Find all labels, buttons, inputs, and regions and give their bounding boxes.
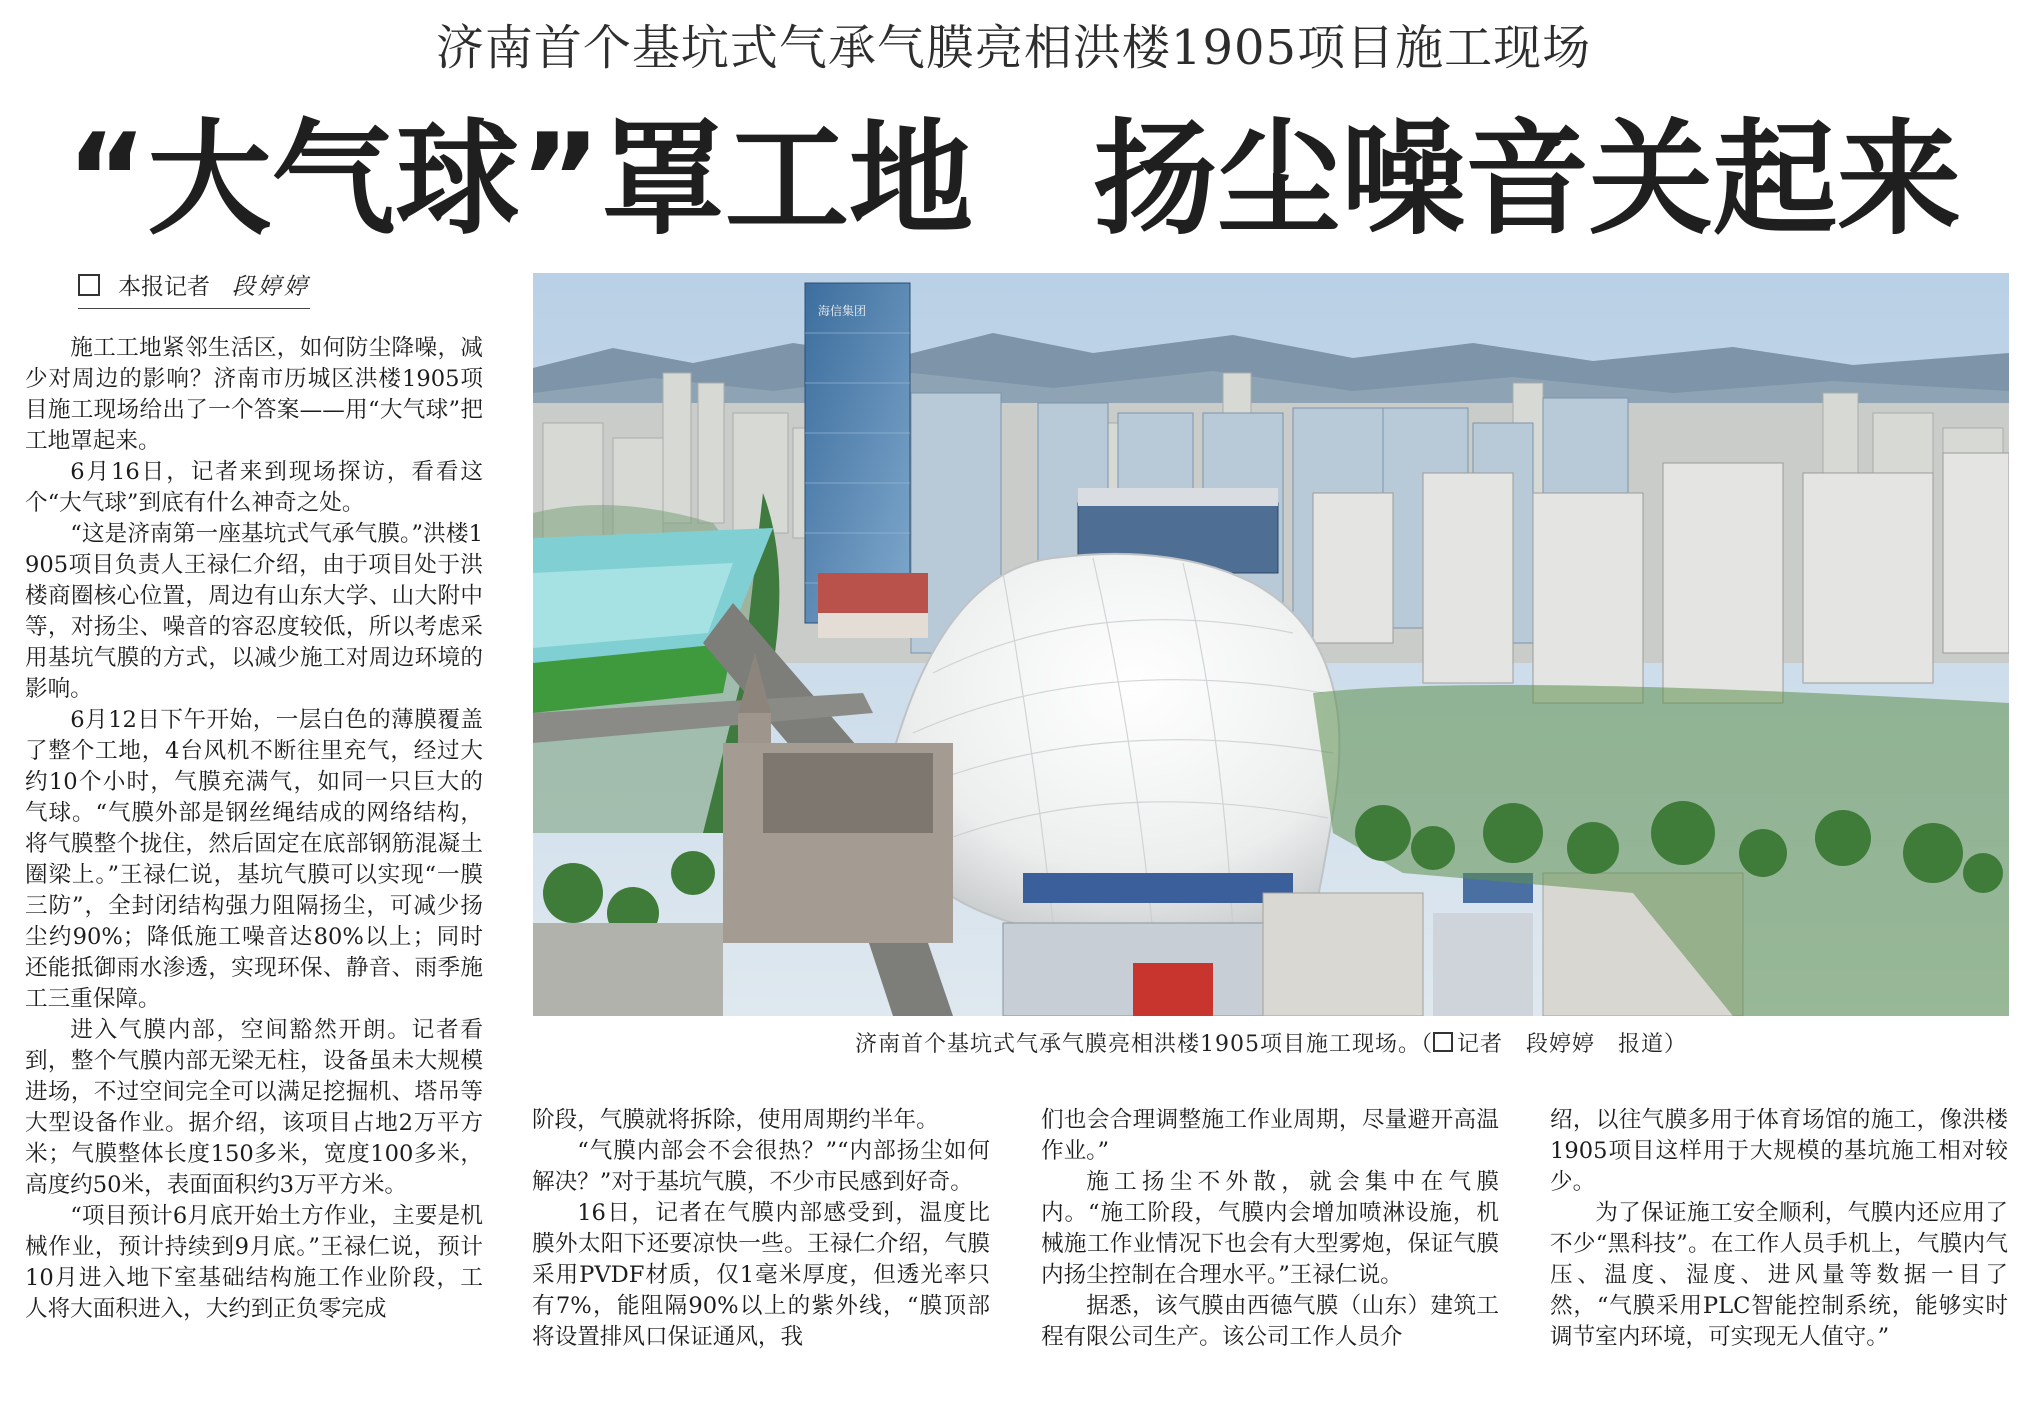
paragraph: 阶段，气膜就将拆除，使用周期约半年。: [532, 1107, 939, 1133]
byline: [78, 270, 310, 309]
article-column-3: [1041, 1105, 1499, 1353]
article-column-2: [532, 1105, 990, 1353]
article-headline: [0, 105, 2027, 255]
headline-part-2: 扬尘噪音关起来: [1092, 108, 1961, 252]
tower-sign: 海信集团: [818, 304, 867, 318]
paragraph: 6月16日，记者来到现场探访，看看这个“大气球”到底有什么神奇之处。: [25, 459, 483, 516]
paragraph: 施工扬尘不外散，就会集中在气膜内。“施工阶段，气膜内会增加喷淋设施，机械施工作业情况下也会有大型雾炮，保证气膜内扬尘控制在合理水平。”王禄仁说。: [1041, 1169, 1499, 1288]
paragraph: 绍，以往气膜多用于体育场馆的施工，像洪楼1905项目这样用于大规模的基坑施工相对较少。: [1550, 1107, 2008, 1195]
caption-credit: 记者 段婷婷 报道）: [1456, 1032, 1687, 1057]
construction-site-photo: [533, 273, 2009, 1016]
caption-text: 济南首个基坑式气承气膜亮相洪楼1905项目施工现场。（: [854, 1032, 1433, 1057]
paragraph: “项目预计6月底开始土方作业，主要是机械作业，预计持续到9月底。”王禄仁说，预计10月进入地下室基础结构施工作业阶段，工人将大面积进入，大约到正负零完成: [25, 1203, 483, 1322]
paragraph: 进入气膜内部，空间豁然开朗。记者看到，整个气膜内部无梁无柱，设备虽未大规模进场，不过空间完全可以满足挖掘机、塔吊等大型设备作业。据介绍，该项目占地2万平方米；气膜整体长度150多米，宽度100多米，高度约50米，表面面积约3万平方米。: [25, 1017, 483, 1198]
article-column-4: [1550, 1105, 2008, 1353]
photo-caption: [533, 1030, 2009, 1060]
paragraph: “气膜内部会不会很热？”“内部扬尘如何解决？”对于基坑气膜，不少市民感到好奇。: [532, 1138, 990, 1195]
paragraph: 16日，记者在气膜内部感受到，温度比膜外太阳下还要凉快一些。王禄仁介绍，气膜采用PVDF材质，仅1毫米厚度，但透光率只有7%，能阻隔90%以上的紫外线，“膜顶部将设置排风口保证通风，我: [532, 1200, 990, 1350]
paragraph: 据悉，该气膜由西德气膜（山东）建筑工程有限公司生产。该公司工作人员介: [1041, 1293, 1499, 1350]
byline-label: 本报记者: [118, 274, 210, 300]
paragraph: 为了保证施工安全顺利，气膜内还应用了不少“黑科技”。在工作人员手机上，气膜内气压、温度、湿度、进风量等数据一目了然，“气膜采用PLC智能控制系统，能够实时调节室内环境，可实现无人值守。”: [1550, 1200, 2008, 1350]
paragraph: 施工工地紧邻生活区，如何防尘降噪，减少对周边的影响？济南市历城区洪楼1905项目施工现场给出了一个答案——用“大气球”把工地罩起来。: [25, 335, 483, 454]
byline-author: 段婷婷: [232, 274, 310, 300]
paragraph: 们也会合理调整施工作业周期，尽量避开高温作业。”: [1041, 1107, 1499, 1164]
paragraph: 6月12日下午开始，一层白色的薄膜覆盖了整个工地，4台风机不断往里充气，经过大约10个小时，气膜充满气，如同一只巨大的气球。“气膜外部是钢丝绳结成的网络结构，将气膜整个拢住，然后固定在底部钢筋混凝土圈梁上。”王禄仁说，基坑气膜可以实现“一膜三防”，全封闭结构强力阻隔扬尘，可减少扬尘约90%；降低施工噪音达80%以上；同时还能抵御雨水渗透，实现环保、静音、雨季施工三重保障。: [25, 707, 483, 1012]
article-subtitle: 济南首个基坑式气承气膜亮相洪楼1905项目施工现场: [435, 20, 1592, 76]
aerial-city-illustration: [533, 273, 2009, 1016]
square-icon: [78, 274, 100, 296]
square-icon: [1433, 1032, 1453, 1052]
article-column-1: [25, 333, 483, 1325]
paragraph: “这是济南第一座基坑式气承气膜。”洪楼1905项目负责人王禄仁介绍，由于项目处于洪楼商圈核心位置，周边有山东大学、山大附中等，对扬尘、噪音的容忍度较低，所以考虑采用基坑气膜的方式，以减少施工对周边环境的影响。: [25, 521, 483, 702]
headline-part-1: “大气球”罩工地: [65, 108, 973, 252]
